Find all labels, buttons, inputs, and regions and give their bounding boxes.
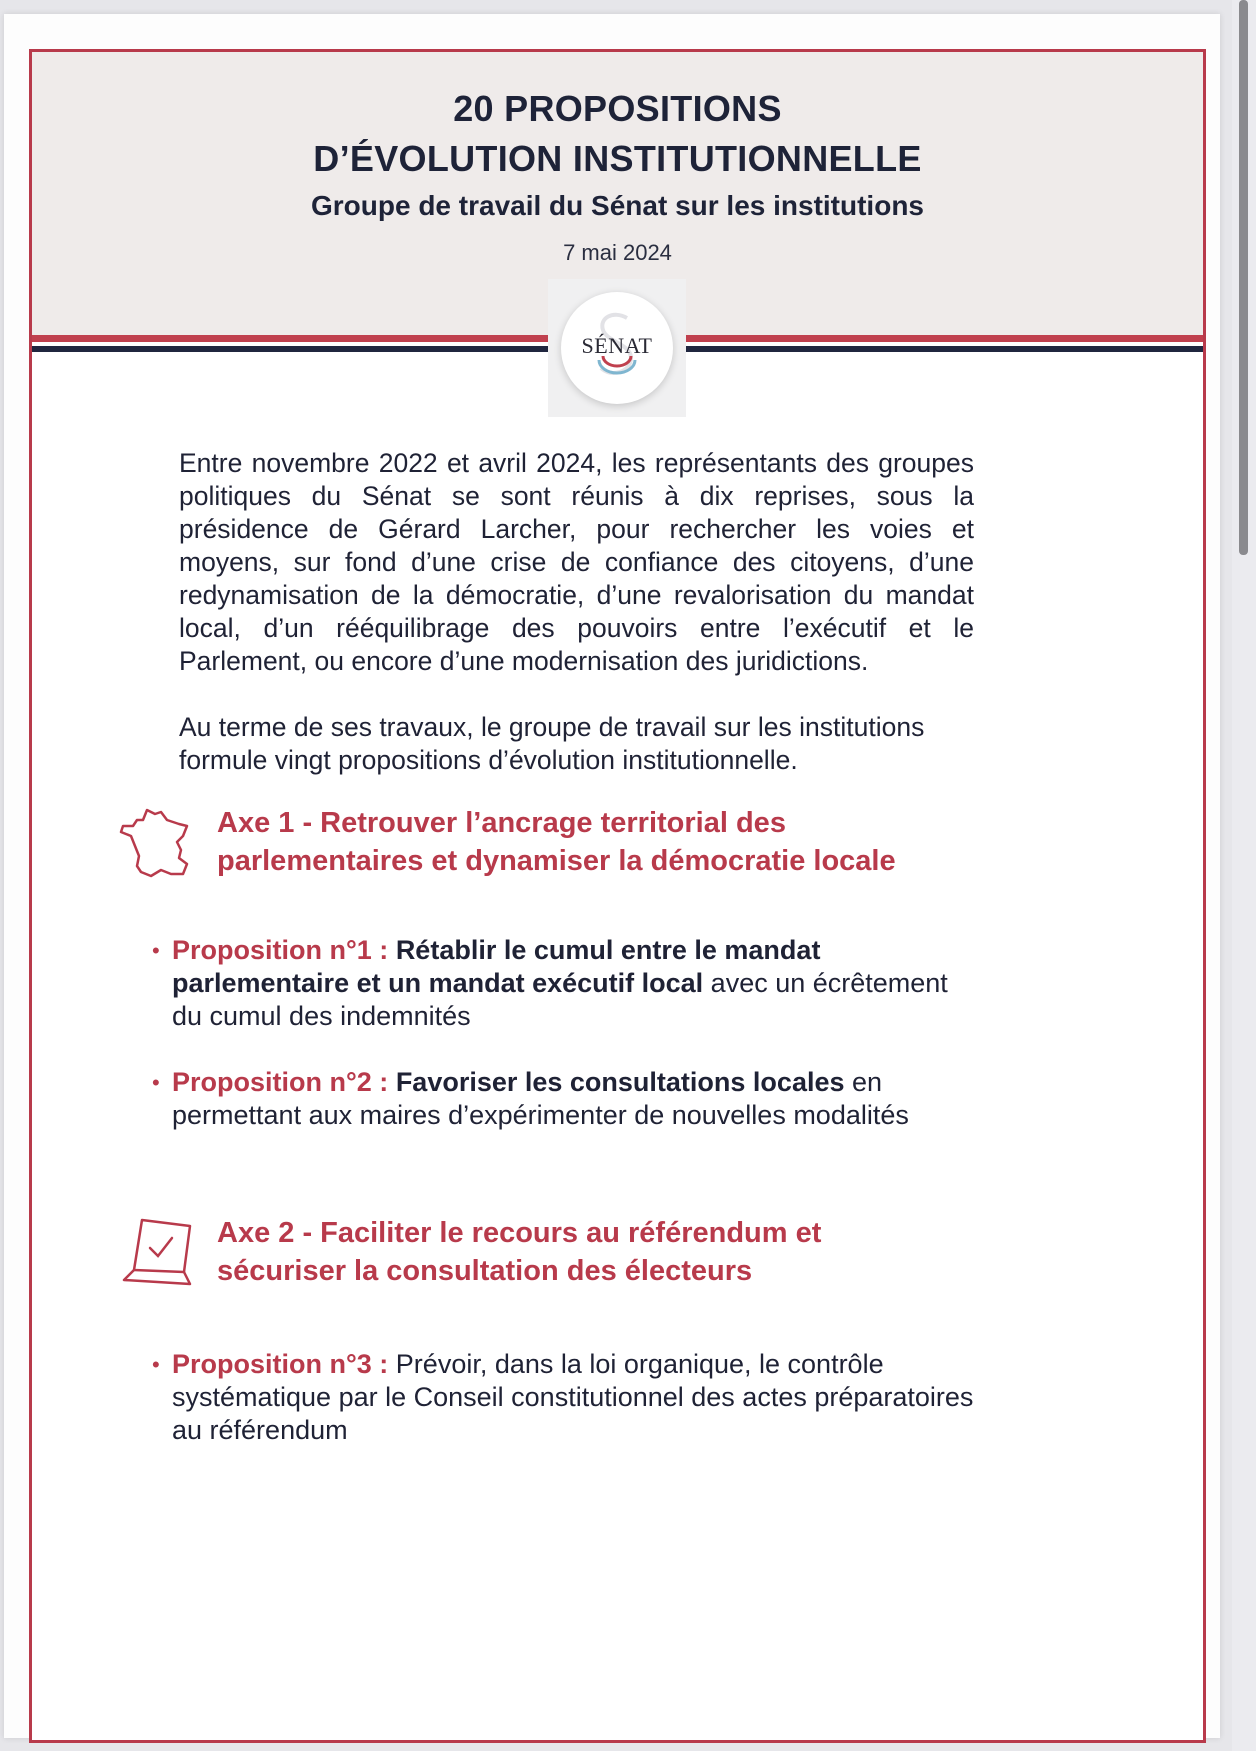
title-line-2: D’ÉVOLUTION INSTITUTIONNELLE [313, 138, 922, 179]
france-map-icon [117, 804, 197, 884]
logo-text: SÉNAT [581, 333, 653, 358]
axe-1-heading-line-1: Axe 1 - Retrouver l’ancrage territorial des [217, 807, 786, 839]
axe-2-heading [217, 1214, 821, 1290]
proposition-2-bold: Favoriser les consultations locales [395, 1067, 845, 1097]
proposition-1-bold: Rétablir le cumul entre le mandat parlementaire et un mandat exécutif local [172, 935, 821, 998]
axe-1-heading-line-2: parlementaires et dynamiser la démocratie locale [217, 845, 896, 877]
ballot-box-icon [120, 1214, 200, 1289]
proposition-2-text: en permettant aux maires d’expérimenter de nouvelles modalités [172, 1067, 909, 1130]
proposition-2-label: Proposition n°2 : [172, 1067, 389, 1097]
proposition-1-text: avec un écrêtement du cumul des indemnités [172, 968, 948, 1031]
intro-text [179, 447, 974, 810]
document-page [4, 14, 1220, 1738]
axe-2-heading-line-1: Axe 2 - Faciliter le recours au référendum et [217, 1217, 822, 1249]
intro-paragraph-1: Entre novembre 2022 et avril 2024, les représentants des groupes politiques du Sénat se sont réunis à dix reprises, sous la présidence de Gérard Larcher, pour rechercher les voies et moyens, sur fond d’une crise de confiance des citoyens, d’une redynamisation de la démocratie, d’une revalorisation du mandat local, d’un rééquilibrage des pouvoirs entre l’exécutif et le Parlement, ou encore d’une modernisation des juridictions. [179, 448, 974, 676]
proposition-1 [152, 934, 982, 1033]
title-line-1: 20 PROPOSITIONS [453, 88, 782, 129]
document-date: 7 mai 2024 [563, 240, 672, 265]
document-title [32, 84, 1203, 184]
axe-2-heading-line-2: sécuriser la consultation des électeurs [217, 1255, 753, 1287]
intro-paragraph-2: Au terme de ses travaux, le groupe de travail sur les institutions formule vingt propositions d’évolution institutionnelle. [179, 712, 925, 775]
proposition-3 [152, 1348, 982, 1447]
senat-logo [561, 292, 673, 404]
axe-1-heading [217, 804, 896, 880]
proposition-3-label: Proposition n°3 : [172, 1349, 389, 1379]
scrollbar-thumb[interactable] [1239, 0, 1248, 555]
proposition-1-label: Proposition n°1 : [172, 935, 389, 965]
proposition-2 [152, 1066, 982, 1132]
document-frame [29, 49, 1206, 1743]
proposition-3-text: Prévoir, dans la loi organique, le contrôle systématique par le Conseil constitutionnel des actes préparatoires au référendum [172, 1349, 974, 1445]
bullet-icon: • [152, 1070, 160, 1095]
bullet-icon: • [152, 1352, 160, 1377]
document-subtitle: Groupe de travail du Sénat sur les institutions [310, 190, 924, 221]
bullet-icon: • [152, 938, 160, 963]
